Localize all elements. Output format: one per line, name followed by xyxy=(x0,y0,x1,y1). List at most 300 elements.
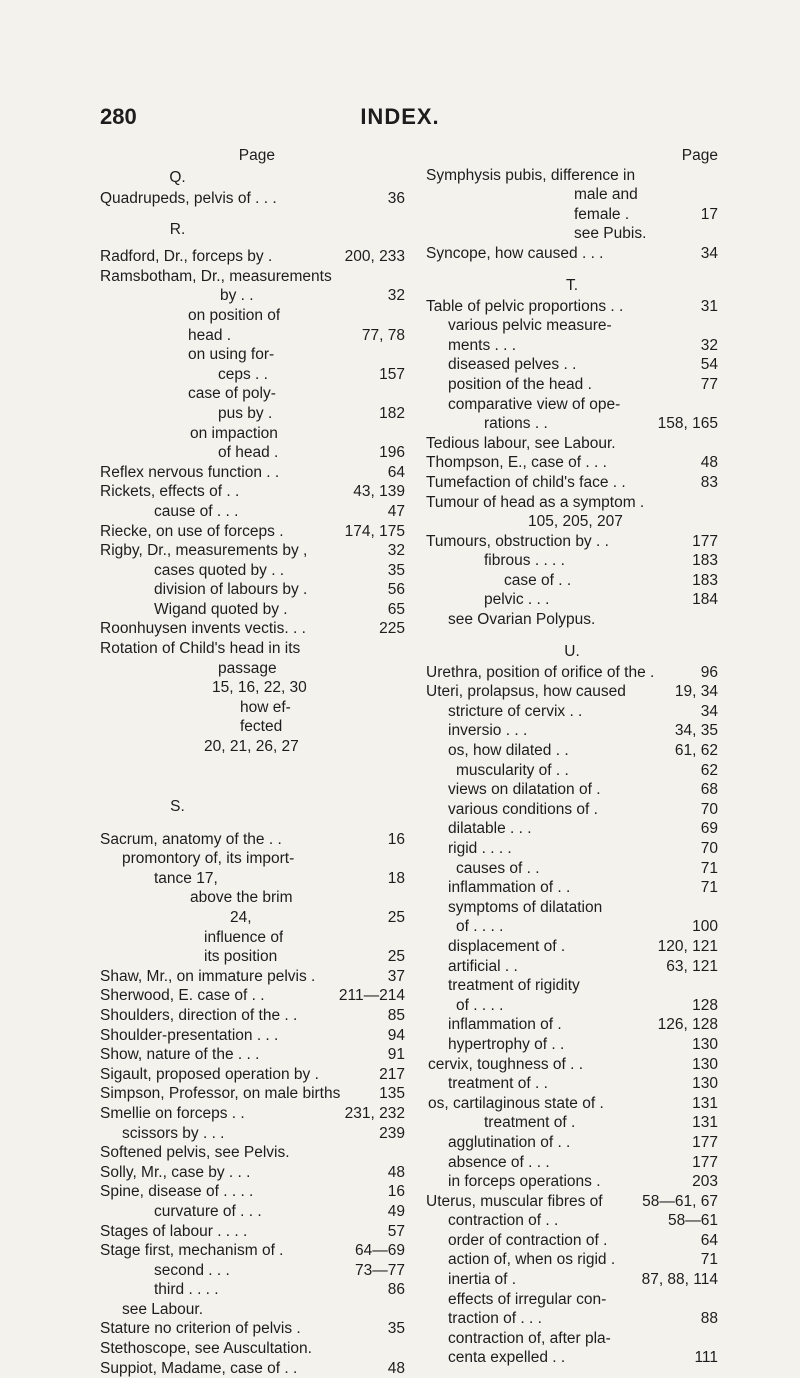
section-u-entries xyxy=(426,663,718,1368)
index-entry xyxy=(100,1319,405,1339)
entry-text: Simpson, Professor, on male births xyxy=(100,1085,341,1103)
entry-text: Tumefaction of child's face . . xyxy=(426,473,626,491)
entry-text: Ramsbotham, Dr., measurements xyxy=(100,267,332,285)
entry-text: Symphysis pubis, difference in xyxy=(426,166,636,184)
entry-page-ref: 130 xyxy=(692,1035,718,1053)
entry-text: fected xyxy=(240,718,283,736)
index-entry xyxy=(100,286,405,306)
index-entry xyxy=(100,365,405,385)
entry-page-ref: 16 xyxy=(387,1183,405,1201)
entry-text: dilatable . . . xyxy=(448,820,532,838)
entry-page-ref: 128 xyxy=(692,996,718,1014)
index-entry xyxy=(426,205,718,225)
entry-page-ref: 158, 165 xyxy=(657,415,718,433)
entry-page-ref: 34 xyxy=(700,702,718,720)
entry-page-ref: 174, 175 xyxy=(344,522,405,540)
index-entry xyxy=(100,502,405,522)
entry-text: of . . . . xyxy=(456,996,504,1014)
entry-text: Tumour of head as a symptom . xyxy=(426,493,645,511)
index-entry xyxy=(426,898,718,918)
entry-text: pelvic . . . xyxy=(484,591,550,609)
entry-text: Shoulders, direction of the . . xyxy=(100,1006,298,1024)
entry-page-ref: 71 xyxy=(700,1251,718,1269)
entry-text: muscularity of . . xyxy=(456,761,569,779)
index-entry xyxy=(426,336,718,356)
entry-page-ref: 34 xyxy=(700,244,718,262)
entry-text: Solly, Mr., case by . . . xyxy=(100,1163,251,1181)
entry-page-ref: 87, 88, 114 xyxy=(641,1271,718,1289)
index-entry xyxy=(100,967,405,987)
entry-text: rigid . . . . xyxy=(448,840,512,857)
entry-text: Rigby, Dr., measurements by , xyxy=(100,542,308,560)
entry-page-ref: 64 xyxy=(387,463,405,481)
entry-text: centa expelled . . xyxy=(448,1349,566,1367)
index-entry xyxy=(100,1241,405,1261)
index-entry xyxy=(426,532,718,552)
entry-text: cervix, toughness of . . xyxy=(428,1055,584,1073)
entry-text: position of the head . xyxy=(448,375,592,393)
index-entry xyxy=(426,682,718,702)
entry-text: tance 17, xyxy=(154,869,218,887)
entry-text: Suppiot, Madame, case of . . xyxy=(100,1359,298,1377)
entry-text: Roonhuysen invents vectis. . . xyxy=(100,620,306,638)
index-entry xyxy=(426,937,718,957)
entry-text: Sigault, proposed operation by . xyxy=(100,1065,319,1083)
entry-text: diseased pelves . . xyxy=(448,356,577,374)
entry-text: stricture of cervix . . xyxy=(448,702,583,720)
entry-text: by . . xyxy=(220,287,254,305)
index-entry xyxy=(426,741,718,761)
entry-page-ref: 58—61 xyxy=(668,1212,718,1230)
index-entry xyxy=(426,1153,718,1173)
entry-page-ref: 88 xyxy=(700,1310,718,1328)
entry-page-ref: 135 xyxy=(379,1085,405,1103)
entry-text: in forceps operations . xyxy=(448,1173,601,1191)
entry-text: Rickets, effects of . . xyxy=(100,483,240,501)
entry-page-ref: 64 xyxy=(700,1231,718,1249)
entry-page-ref: 35 xyxy=(387,1320,405,1338)
entry-text: 105, 205, 207 xyxy=(528,513,623,531)
entry-text: case of . . xyxy=(504,571,572,589)
entry-page-ref: 77, 78 xyxy=(361,326,405,344)
entry-text: Shaw, Mr., on immature pelvis . xyxy=(100,967,316,985)
entry-text: curvature of . . . xyxy=(154,1202,262,1220)
section-letter-u: U. xyxy=(564,642,580,660)
index-entry xyxy=(100,561,405,581)
section-s-entries xyxy=(100,830,405,1378)
index-entry xyxy=(426,819,718,839)
entry-text: Riecke, on use of forceps . xyxy=(100,522,284,540)
entry-page-ref: 211—214 xyxy=(338,987,405,1005)
entry-text: on using for- xyxy=(188,346,275,364)
entry-text: cases quoted by . . xyxy=(154,561,285,579)
index-entry xyxy=(100,869,405,889)
entry-page-ref: 130 xyxy=(692,1075,718,1093)
index-entry xyxy=(100,1026,405,1046)
index-entry xyxy=(100,1261,405,1281)
entry-page-ref: 183 xyxy=(692,552,718,570)
index-entry xyxy=(426,1329,718,1349)
entry-page-ref: 49 xyxy=(387,1202,405,1220)
index-entry xyxy=(100,1045,405,1065)
entry-page-ref: 177 xyxy=(692,1133,718,1151)
index-entry xyxy=(426,224,718,244)
page-header xyxy=(100,104,700,144)
index-entry xyxy=(426,395,718,415)
entry-page-ref: 239 xyxy=(379,1124,405,1142)
entry-page-ref: 183 xyxy=(692,571,718,589)
entry-text: Uteri, prolapsus, how caused xyxy=(426,683,626,701)
entry-page-ref: 32 xyxy=(387,542,405,560)
entry-text: Softened pelvis, see Pelvis. xyxy=(100,1144,290,1162)
entry-page-ref: 65 xyxy=(387,600,405,618)
entry-text: how ef- xyxy=(240,698,291,716)
entry-page-ref: 120, 121 xyxy=(657,937,718,955)
entry-page-ref: 57 xyxy=(387,1222,405,1240)
entry-page-ref: 77 xyxy=(700,375,718,393)
page-number: 280 xyxy=(100,104,137,129)
entry-page-ref: 131 xyxy=(692,1094,718,1112)
entry-page-ref: 177 xyxy=(692,532,718,550)
index-entry xyxy=(426,355,718,375)
index-entry xyxy=(426,1035,718,1055)
entry-text: Reflex nervous function . . xyxy=(100,463,280,481)
index-entry xyxy=(426,1290,718,1310)
index-entry xyxy=(100,404,405,424)
entry-text: Stethoscope, see Auscultation. xyxy=(100,1340,312,1358)
index-entry xyxy=(100,849,405,869)
entry-text: 24, xyxy=(230,909,252,926)
index-entry xyxy=(426,878,718,898)
running-head: INDEX. xyxy=(360,104,440,129)
index-entry xyxy=(426,610,718,630)
index-entry xyxy=(100,247,405,267)
index-entry xyxy=(426,375,718,395)
index-entry xyxy=(426,244,718,264)
section-letter-q: Q. xyxy=(169,168,186,186)
index-entry xyxy=(100,1163,405,1183)
index-entry xyxy=(426,1133,718,1153)
entry-text: Stages of labour . . . . xyxy=(100,1222,248,1240)
index-entry xyxy=(100,1359,405,1378)
entry-text: Stature no criterion of pelvis . xyxy=(100,1320,301,1338)
index-entry xyxy=(426,571,718,591)
entry-text: 20, 21, 26, 27 xyxy=(204,738,299,756)
entry-text: third . . . . xyxy=(154,1281,219,1299)
index-entry xyxy=(426,663,718,683)
section-s-continued-entries xyxy=(426,166,718,264)
entry-page-ref: 70 xyxy=(700,840,718,857)
entry-page-ref: 91 xyxy=(387,1046,405,1064)
entry-page-ref: 231, 232 xyxy=(344,1104,405,1122)
entry-text: 15, 16, 22, 30 xyxy=(212,679,307,697)
index-entry xyxy=(100,737,405,757)
index-entry xyxy=(100,541,405,561)
entry-text: pus by . xyxy=(218,404,273,422)
entry-text: Sherwood, E. case of . . xyxy=(100,987,265,1005)
index-entry xyxy=(100,1006,405,1026)
index-entry xyxy=(426,1270,718,1290)
entry-text: inversio . . . xyxy=(448,722,528,740)
index-entry xyxy=(426,917,718,937)
index-entry xyxy=(426,1250,718,1270)
entry-page-ref: 94 xyxy=(387,1026,405,1044)
entry-text: its position xyxy=(204,948,278,966)
entry-text: Sacrum, anatomy of the . . xyxy=(100,830,282,848)
entry-page-ref: 73—77 xyxy=(355,1261,405,1279)
entry-text: Urethra, position of orifice of the . xyxy=(426,663,655,681)
entry-text: inflammation of . xyxy=(448,1016,562,1034)
entry-text: see Pubis. xyxy=(574,225,647,243)
entry-page-ref: 177 xyxy=(692,1153,718,1171)
entry-page-ref: 83 xyxy=(700,473,718,491)
entry-text: of . . . . xyxy=(456,918,504,936)
entry-text: case of poly- xyxy=(188,385,276,403)
index-entry xyxy=(426,1113,718,1133)
entry-text: inflammation of . . xyxy=(448,879,571,897)
entry-text: Uterus, muscular fibres of xyxy=(426,1192,603,1210)
entry-text: Thompson, E., case of . . . xyxy=(426,454,607,472)
index-entry xyxy=(100,443,405,463)
entry-page-ref: 71 xyxy=(700,859,718,877)
entry-text: male and xyxy=(574,186,638,204)
entry-text: various conditions of . xyxy=(448,800,598,818)
entry-text: see Labour. xyxy=(122,1300,204,1318)
entry-page-ref: 68 xyxy=(700,781,718,799)
entry-text: comparative view of ope- xyxy=(448,395,621,413)
index-entry xyxy=(426,976,718,996)
entry-page-ref: 32 xyxy=(700,336,718,354)
index-entry xyxy=(100,424,405,444)
index-entry xyxy=(426,761,718,781)
entry-page-ref: 56 xyxy=(387,581,405,599)
index-entry xyxy=(426,1309,718,1329)
entry-page-ref: 182 xyxy=(379,404,405,422)
index-entry xyxy=(100,908,405,928)
entry-text: Syncope, how caused . . . xyxy=(426,244,604,262)
index-entry xyxy=(426,473,718,493)
entry-page-ref: 85 xyxy=(387,1006,405,1024)
index-entry xyxy=(426,297,718,317)
index-entry xyxy=(100,678,405,698)
index-entry xyxy=(100,522,405,542)
index-entry xyxy=(426,1055,718,1075)
entry-text: rations . . xyxy=(484,415,548,433)
entry-text: Rotation of Child's head in its xyxy=(100,640,301,658)
entry-text: above the brim xyxy=(190,889,293,907)
entry-text: contraction of, after pla- xyxy=(448,1329,611,1347)
entry-text: fibrous . . . . xyxy=(484,552,565,570)
entry-page-ref: 34, 35 xyxy=(674,722,718,740)
entry-text: Wigand quoted by . xyxy=(154,600,288,618)
index-entry xyxy=(100,600,405,620)
index-entry xyxy=(100,888,405,908)
index-entry xyxy=(100,947,405,967)
entry-page-ref: 37 xyxy=(387,967,405,985)
index-entry xyxy=(426,800,718,820)
entry-text: effects of irregular con- xyxy=(448,1290,607,1308)
index-entry xyxy=(100,1084,405,1104)
entry-text: Smellie on forceps . . xyxy=(100,1104,245,1122)
entry-text: female . xyxy=(574,205,630,223)
index-entry xyxy=(426,1211,718,1231)
page-column-label: Page xyxy=(238,147,275,164)
entry-page-ref: 25 xyxy=(387,948,405,966)
section-letter-t: T. xyxy=(565,276,579,294)
entry-text: causes of . . xyxy=(456,859,540,877)
entry-text: treatment of . xyxy=(484,1114,576,1132)
entry-page-ref: 184 xyxy=(692,591,718,609)
section-t-entries xyxy=(426,297,718,630)
index-entry xyxy=(100,830,405,850)
index-entry xyxy=(426,1094,718,1114)
entry-text: Spine, disease of . . . . xyxy=(100,1183,254,1201)
index-entry xyxy=(100,619,405,639)
index-entry xyxy=(100,1143,405,1163)
index-entry xyxy=(426,434,718,454)
index-entry xyxy=(100,1124,405,1144)
entry-page-ref: 100 xyxy=(692,918,718,936)
index-entry xyxy=(426,185,718,205)
entry-text: action of, when os rigid . xyxy=(448,1251,616,1269)
index-entry xyxy=(100,698,405,718)
index-column-left xyxy=(100,146,405,1378)
index-entry xyxy=(100,1065,405,1085)
entry-page-ref: 111 xyxy=(694,1349,718,1367)
index-entry xyxy=(100,639,405,659)
entry-page-ref: 31 xyxy=(700,297,718,315)
entry-page-ref: 63, 121 xyxy=(666,957,718,975)
index-entry xyxy=(426,453,718,473)
index-entry xyxy=(426,590,718,610)
entry-text: Tedious labour, see Labour. xyxy=(426,434,616,452)
index-entry xyxy=(100,1300,405,1320)
index-entry xyxy=(426,166,718,186)
entry-text: symptoms of dilatation xyxy=(448,898,603,916)
index-entry xyxy=(426,1172,718,1192)
entry-page-ref: 71 xyxy=(700,879,718,897)
entry-page-ref: 225 xyxy=(379,620,405,638)
index-entry xyxy=(100,384,405,404)
index-entry xyxy=(100,463,405,483)
index-entry xyxy=(100,1339,405,1359)
entry-page-ref: 200, 233 xyxy=(344,248,405,266)
entry-page-ref: 47 xyxy=(387,502,405,520)
index-entry xyxy=(100,580,405,600)
entry-text: ments . . . xyxy=(448,336,517,354)
index-entry xyxy=(426,702,718,722)
entry-text: on impaction xyxy=(190,424,278,442)
entry-text: absence of . . . xyxy=(448,1153,550,1171)
index-entry xyxy=(100,189,405,209)
page-column-label: Page xyxy=(681,147,718,164)
section-letter-r: R. xyxy=(169,221,186,239)
entry-text: hypertrophy of . . xyxy=(448,1035,565,1053)
entry-text: head . xyxy=(188,326,232,344)
entry-text: os, how dilated . . xyxy=(448,742,569,760)
index-entry xyxy=(100,267,405,287)
entry-page-ref: 43, 139 xyxy=(353,483,405,501)
entry-page-ref: 64—69 xyxy=(355,1242,405,1260)
index-entry xyxy=(426,414,718,434)
index-entry xyxy=(100,1104,405,1124)
entry-page-ref: 130 xyxy=(692,1055,718,1073)
entry-text: on position of xyxy=(188,306,281,324)
index-entry xyxy=(100,717,405,737)
index-entry xyxy=(426,780,718,800)
index-entry xyxy=(426,1074,718,1094)
entry-text: displacement of . xyxy=(448,937,566,955)
entry-page-ref: 96 xyxy=(700,663,718,681)
entry-text: scissors by . . . xyxy=(122,1124,225,1142)
entry-text: various pelvic measure- xyxy=(448,317,612,335)
entry-page-ref: 61, 62 xyxy=(674,742,718,760)
entry-text: see Ovarian Polypus. xyxy=(448,611,596,629)
index-entry xyxy=(100,1280,405,1300)
entry-page-ref: 62 xyxy=(700,761,718,779)
index-entry xyxy=(426,512,718,532)
entry-text: Quadrupeds, pelvis of . . . xyxy=(100,189,277,207)
index-entry xyxy=(100,1202,405,1222)
entry-text: Radford, Dr., forceps by . xyxy=(100,248,273,266)
index-entry xyxy=(426,1348,718,1368)
entry-page-ref: 19, 34 xyxy=(674,683,718,701)
entry-text: traction of . . . xyxy=(448,1310,542,1328)
entry-text: contraction of . . xyxy=(448,1212,559,1230)
index-entry xyxy=(100,345,405,365)
entry-page-ref: 48 xyxy=(387,1163,405,1181)
entry-page-ref: 32 xyxy=(387,287,405,305)
index-entry xyxy=(426,493,718,513)
entry-page-ref: 36 xyxy=(387,189,405,207)
index-entry xyxy=(426,551,718,571)
entry-text: inertia of . xyxy=(448,1271,517,1289)
entry-text: Shoulder-presentation . . . xyxy=(100,1026,279,1044)
entry-text: treatment of rigidity xyxy=(448,977,580,995)
entry-page-ref: 58—61, 67 xyxy=(642,1192,718,1210)
entry-text: Show, nature of the . . . xyxy=(100,1046,260,1064)
entry-page-ref: 25 xyxy=(387,909,405,926)
entry-page-ref: 48 xyxy=(700,454,718,472)
index-entry xyxy=(426,859,718,879)
entry-text: influence of xyxy=(204,928,284,946)
entry-page-ref: 35 xyxy=(387,561,405,579)
entry-page-ref: 157 xyxy=(379,365,405,383)
entry-text: os, cartilaginous state of . xyxy=(428,1094,604,1112)
entry-text: cause of . . . xyxy=(154,502,239,520)
index-column-right xyxy=(426,146,718,1368)
index-entry xyxy=(100,326,405,346)
index-entry xyxy=(100,659,405,679)
entry-page-ref: 16 xyxy=(387,830,405,848)
entry-text: of head . xyxy=(218,444,279,462)
index-entry xyxy=(426,1231,718,1251)
index-entry xyxy=(426,721,718,741)
entry-page-ref: 196 xyxy=(379,444,405,462)
entry-text: views on dilatation of . xyxy=(448,781,601,799)
index-entry xyxy=(426,1192,718,1212)
entry-text: second . . . xyxy=(154,1261,230,1279)
entry-text: treatment of . . xyxy=(448,1075,548,1093)
index-entry xyxy=(100,482,405,502)
entry-text: order of contraction of . xyxy=(448,1231,608,1249)
entry-text: agglutination of . . xyxy=(448,1133,571,1151)
entry-page-ref: 48 xyxy=(387,1359,405,1377)
entry-page-ref: 70 xyxy=(700,800,718,818)
entry-page-ref: 17 xyxy=(700,205,718,223)
index-entry xyxy=(100,1222,405,1242)
index-entry xyxy=(100,1182,405,1202)
